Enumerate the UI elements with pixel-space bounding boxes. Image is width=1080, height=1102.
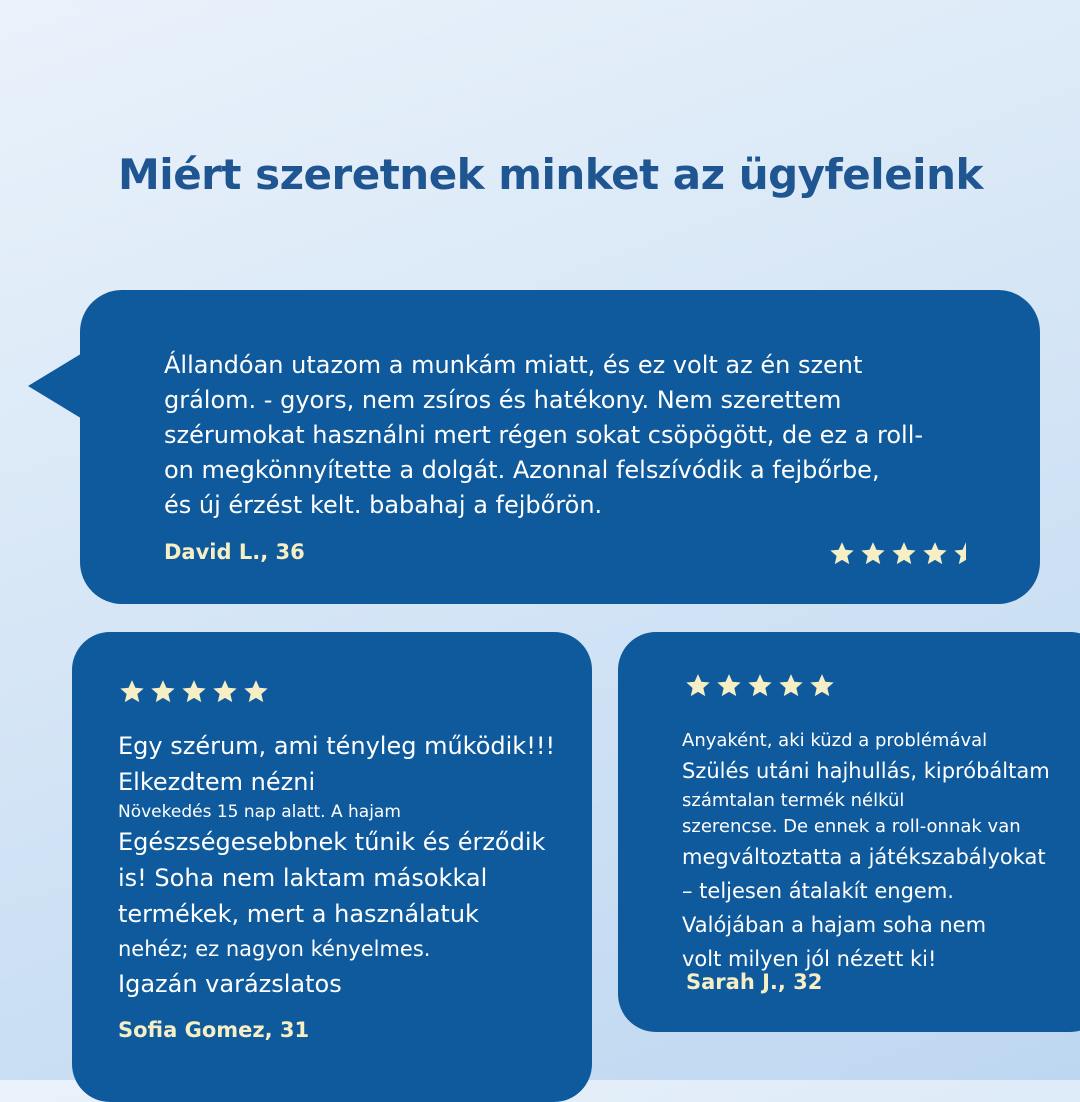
star-icon <box>746 672 774 700</box>
star-icon <box>118 678 146 706</box>
speech-bubble-tail <box>28 352 84 420</box>
review-line: termékek, mert a használatuk <box>118 900 479 928</box>
review-line: Egészségesebbnek tűnik és érződik <box>118 828 546 856</box>
star-icon <box>715 672 743 700</box>
review-line: és új érzést kelt. babahaj a fejbőrön. <box>164 491 603 519</box>
review-text <box>118 728 578 1002</box>
star-icon <box>890 540 918 568</box>
review-line: is! Soha nem laktam másokkal <box>118 864 488 892</box>
review-line: Állandóan utazom a munkám miatt, és ez volt az én szent <box>164 351 863 379</box>
star-icon <box>684 672 712 700</box>
review-line: on megkönnyítette a dolgát. Azonnal felszívódik a fejbőrbe, <box>164 456 880 484</box>
star-icon <box>149 678 177 706</box>
review-line: volt milyen jól nézett ki! <box>682 947 937 971</box>
review-line: nehéz; ez nagyon kényelmes. <box>118 937 431 961</box>
review-line: szerencse. De ennek a roll-onnak van <box>682 816 1021 837</box>
review-line: Egy szérum, ami tényleg működik!!! <box>118 732 556 760</box>
review-text <box>164 348 1004 523</box>
star-icon <box>242 678 270 706</box>
review-line: megváltoztatta a játékszabályokat <box>682 845 1046 869</box>
star-icon <box>180 678 208 706</box>
star-icon <box>921 540 949 568</box>
review-card-sarah <box>618 632 1080 1032</box>
star-icon <box>859 540 887 568</box>
review-line: – teljesen átalakít engem. <box>682 879 954 903</box>
star-icon <box>211 678 239 706</box>
review-line: Elkezdtem nézni <box>118 768 316 796</box>
review-text <box>682 728 1080 976</box>
star-icon <box>777 672 805 700</box>
review-line: Igazán varázslatos <box>118 970 342 998</box>
review-line: Anyaként, aki küzd a problémával <box>682 730 988 751</box>
star-icon <box>808 672 836 700</box>
star-rating <box>118 678 270 706</box>
review-card-sofia <box>72 632 592 1102</box>
page-title: Miért szeretnek minket az ügyfeleink <box>118 150 983 199</box>
review-line: grálom. - gyors, nem zsíros és hatékony. Nem szerettem <box>164 386 842 414</box>
review-line: Valójában a hajam soha nem <box>682 913 987 937</box>
star-icon <box>828 540 856 568</box>
review-author: David L., 36 <box>164 540 305 564</box>
review-line: Növekedés 15 nap alatt. A hajam <box>118 802 401 822</box>
review-line: számtalan termék nélkül <box>682 790 905 811</box>
half-star-icon <box>952 540 980 568</box>
review-author: Sarah J., 32 <box>686 970 823 994</box>
review-line: szérumokat használni mert régen sokat csöpögött, de ez a roll- <box>164 421 924 449</box>
star-rating <box>828 540 980 568</box>
review-line: Szülés utáni hajhullás, kipróbáltam <box>682 759 1050 783</box>
star-rating <box>684 672 836 700</box>
review-author: Sofia Gomez, 31 <box>118 1018 310 1042</box>
review-card-david <box>80 290 1040 604</box>
